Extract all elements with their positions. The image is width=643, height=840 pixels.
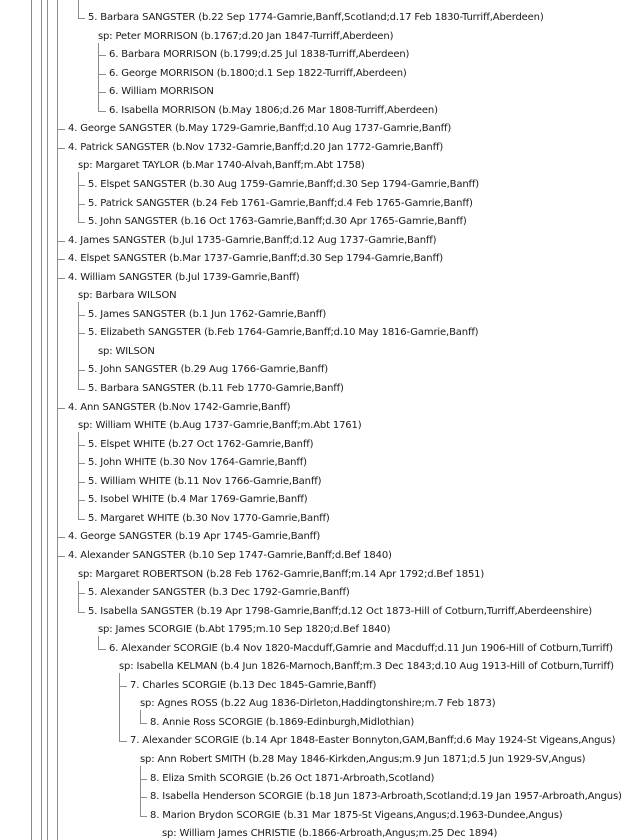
tree-connector-line xyxy=(78,0,79,18)
tree-branch-tick xyxy=(57,408,65,409)
person-entry: 6. Alexander SCORGIE (b.4 Nov 1820-Macduff,Gamrie and Macduff;d.11 Jun 1906-Hill of Cotburn,Turriff) xyxy=(109,642,613,654)
tree-branch-tick xyxy=(78,593,85,594)
person-entry: 8. Eliza Smith SCORGIE (b.26 Oct 1871-Arbroath,Scotland) xyxy=(150,772,435,784)
tree-branch-tick xyxy=(57,259,65,260)
tree-branch-tick xyxy=(78,222,85,223)
tree-branch-tick xyxy=(98,111,106,112)
spouse-entry: sp: Ann Robert SMITH (b.28 May 1846-Kirkden,Angus;m.9 Jun 1871;d.5 Jun 1929-SV,Angus) xyxy=(140,754,586,765)
spouse-entry: sp: William WHITE (b.Aug 1737-Gamrie,Banff;m.Abt 1761) xyxy=(78,420,362,432)
person-entry: 4. George SANGSTER (b.19 Apr 1745-Gamrie,Banff) xyxy=(68,531,321,543)
tree-connector-line xyxy=(78,581,79,612)
tree-branch-tick xyxy=(78,463,85,464)
person-entry: 8. Annie Ross SCORGIE (b.1869-Edinburgh,Midlothian) xyxy=(150,716,415,728)
spouse-entry: sp: WILSON xyxy=(98,345,155,357)
spouse-entry: sp: Agnes ROSS (b.22 Aug 1836-Dirleton,Haddingtonshire;m.7 Feb 1873) xyxy=(140,698,496,710)
tree-connector-line xyxy=(98,636,99,649)
tree-branch-tick xyxy=(57,278,65,279)
spouse-entry: sp: Margaret ROBERTSON (b.28 Feb 1762-Gamrie,Banff;m.14 Apr 1792;d.Bef 1851) xyxy=(78,568,485,580)
person-entry: 4. William SANGSTER (b.Jul 1739-Gamrie,Banff) xyxy=(68,271,300,283)
person-entry: 5. Alexander SANGSTER (b.3 Dec 1792-Gamrie,Banff) xyxy=(88,587,350,599)
person-entry: 4. James SANGSTER (b.Jul 1735-Gamrie,Banff;d.12 Aug 1737-Gamrie,Banff) xyxy=(68,234,437,246)
tree-branch-tick xyxy=(140,797,147,798)
tree-connector-line xyxy=(140,766,141,816)
tree-connector-line xyxy=(98,43,99,111)
tree-branch-tick xyxy=(57,556,65,557)
spouse-entry: sp: Peter MORRISON (b.1767;d.20 Jan 1847-Turriff,Aberdeen) xyxy=(98,30,394,42)
spouse-entry: sp: Barbara WILSON xyxy=(78,290,177,302)
tree-branch-tick xyxy=(57,537,65,538)
person-entry: 5. Barbara SANGSTER (b.22 Sep 1774-Gamrie,Banff,Scotland;d.17 Feb 1830-Turriff,Aberdeen) xyxy=(88,12,544,23)
tree-branch-tick xyxy=(78,333,85,334)
person-entry: 5. William WHITE (b.11 Nov 1766-Gamrie,Banff) xyxy=(88,475,322,487)
tree-branch-tick xyxy=(78,185,85,186)
person-entry: 5. John SANGSTER (b.29 Aug 1766-Gamrie,Banff) xyxy=(88,364,328,376)
person-entry: 6. George MORRISON (b.1800;d.1 Sep 1822-Turriff,Aberdeen) xyxy=(109,67,407,79)
ancestor-gutter-line xyxy=(47,0,48,840)
tree-connector-line xyxy=(119,673,120,741)
tree-branch-tick xyxy=(78,370,85,371)
tree-branch-tick xyxy=(57,241,65,242)
tree-branch-tick xyxy=(98,55,106,56)
tree-branch-tick xyxy=(119,686,127,687)
person-entry: 4. Alexander SANGSTER (b.10 Sep 1747-Gamrie,Banff;d.Bef 1840) xyxy=(68,549,392,561)
person-entry: 5. Elspet WHITE (b.27 Oct 1762-Gamrie,Banff) xyxy=(88,438,314,450)
tree-branch-tick xyxy=(98,649,106,650)
tree-branch-tick xyxy=(57,148,65,149)
tree-branch-tick xyxy=(98,74,106,75)
person-entry: 5. Barbara SANGSTER (b.11 Feb 1770-Gamrie,Banff) xyxy=(88,383,344,394)
tree-branch-tick xyxy=(140,816,147,817)
tree-connector-line xyxy=(78,172,79,222)
tree-connector-line xyxy=(140,710,141,723)
person-entry: 6. Isabella MORRISON (b.May 1806;d.26 Mar 1808-Turriff,Aberdeen) xyxy=(109,104,438,116)
tree-branch-tick xyxy=(140,779,147,780)
spouse-entry: sp: Isabella KELMAN (b.4 Jun 1826-Marnoch,Banff;m.3 Dec 1843;d.10 Aug 1913-Hill of Cotburn,Turriff) xyxy=(119,661,614,673)
spouse-entry: sp: William James CHRISTIE (b.1866-Arbroath,Angus;m.25 Dec 1894) xyxy=(162,828,498,840)
tree-branch-tick xyxy=(78,500,85,501)
person-entry: 5. Patrick SANGSTER (b.24 Feb 1761-Gamrie,Banff;d.4 Feb 1765-Gamrie,Banff) xyxy=(88,197,473,209)
tree-branch-tick xyxy=(119,741,127,742)
tree-branch-tick xyxy=(140,723,147,724)
person-entry: 6. Barbara MORRISON (b.1799;d.25 Jul 1838-Turriff,Aberdeen) xyxy=(109,49,410,61)
spouse-entry: sp: Margaret TAYLOR (b.Mar 1740-Alvah,Banff;m.Abt 1758) xyxy=(78,160,365,172)
person-entry: 4. Elspet SANGSTER (b.Mar 1737-Gamrie,Banff;d.30 Sep 1794-Gamrie,Banff) xyxy=(68,253,443,265)
person-entry: 5. Elizabeth SANGSTER (b.Feb 1764-Gamrie,Banff;d.10 May 1816-Gamrie,Banff) xyxy=(88,327,479,339)
tree-branch-tick xyxy=(78,519,85,520)
tree-branch-tick xyxy=(98,92,106,93)
person-entry: 5. Elspet SANGSTER (b.30 Aug 1759-Gamrie,Banff;d.30 Sep 1794-Gamrie,Banff) xyxy=(88,178,480,190)
person-entry: 5. Isabella SANGSTER (b.19 Apr 1798-Gamrie,Banff;d.12 Oct 1873-Hill of Cotburn,Turriff,Aberdeenshire) xyxy=(88,605,593,617)
person-entry: 5. John SANGSTER (b.16 Oct 1763-Gamrie,Banff;d.30 Apr 1765-Gamrie,Banff) xyxy=(88,216,467,228)
person-entry: 7. Charles SCORGIE (b.13 Dec 1845-Gamrie,Banff) xyxy=(130,679,377,691)
person-entry: 8. Marion Brydon SCORGIE (b.31 Mar 1875-St Vigeans,Angus;d.1963-Dundee,Angus) xyxy=(150,809,563,821)
tree-branch-tick xyxy=(78,612,85,613)
person-entry: 5. Margaret WHITE (b.30 Nov 1770-Gamrie,Banff) xyxy=(88,512,330,524)
person-entry: 4. Ann SANGSTER (b.Nov 1742-Gamrie,Banff) xyxy=(68,401,291,413)
tree-branch-tick xyxy=(78,482,85,483)
person-entry: 5. John WHITE (b.30 Nov 1764-Gamrie,Banff) xyxy=(88,457,307,469)
spouse-entry: sp: James SCORGIE (b.Abt 1795;m.10 Sep 1820;d.Bef 1840) xyxy=(98,624,391,636)
tree-branch-tick xyxy=(78,389,85,390)
ancestor-gutter-line xyxy=(41,0,42,840)
person-entry: 6. William MORRISON xyxy=(109,86,214,98)
person-entry: 5. James SANGSTER (b.1 Jun 1762-Gamrie,Banff) xyxy=(88,308,327,320)
tree-branch-tick xyxy=(78,445,85,446)
person-entry: 4. George SANGSTER (b.May 1729-Gamrie,Banff;d.10 Aug 1737-Gamrie,Banff) xyxy=(68,123,452,135)
tree-branch-tick xyxy=(57,129,65,130)
tree-branch-tick xyxy=(78,204,85,205)
person-entry: 4. Patrick SANGSTER (b.Nov 1732-Gamrie,Banff;d.20 Jan 1772-Gamrie,Banff) xyxy=(68,141,444,153)
tree-spine-line xyxy=(57,0,58,840)
person-entry: 7. Alexander SCORGIE (b.14 Apr 1848-Easter Bonnyton,GAM,Banff;d.6 May 1924-St Vigeans,Angus) xyxy=(130,735,616,747)
ancestor-gutter-line xyxy=(31,0,32,840)
tree-branch-tick xyxy=(78,315,85,316)
tree-branch-tick xyxy=(78,18,85,19)
person-entry: 5. Isobel WHITE (b.4 Mar 1769-Gamrie,Banff) xyxy=(88,494,308,506)
person-entry: 8. Isabella Henderson SCORGIE (b.18 Jun 1873-Arbroath,Scotland;d.19 Jan 1957-Arbroath,Angus) xyxy=(150,791,622,803)
